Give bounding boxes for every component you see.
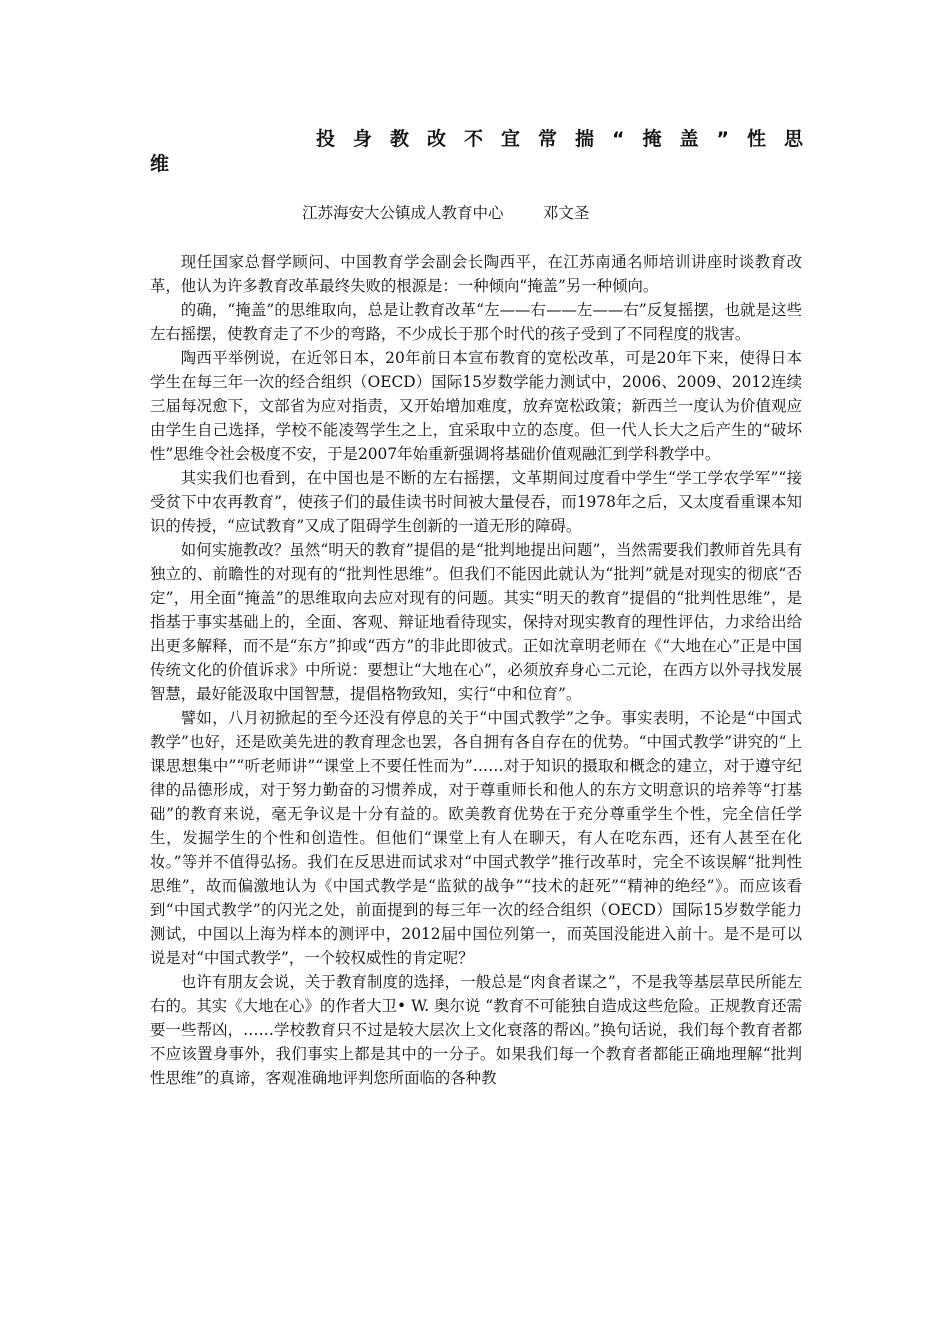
paragraph: 其实我们也看到，在中国也是不断的左右摇摆，文革期间过度看中学生“学工学农学军”“接受贫下中农再教育”，使孩子们的最佳读书时间被大量侵吞，而1978年之后，又太度看重课本知识的传授，“应试教育”又成了阻碍学生创新的一道无形的障碍。 <box>150 469 802 535</box>
paragraph: 也许有朋友会说，关于教育制度的选择，一般总是“肉食者谋之”，不是我等基层草民所能左右的。其实《大地在心》的作者大卫• W. 奥尔说 “教育不可能独自造成这些危险。正规教育还需要一些帮凶，……学校教育只不过是较大层次上文化衰落的帮凶。”换句话说，我们每个教育者都不应该置身事外，我们事实上都是其中的一分子。如果我们每一个教育者都能正确地理解“批判性思维”的真谛，客观准确地评判您所面临的各种教 <box>150 973 802 1087</box>
paragraph: 陶西平举例说，在近邻日本，20年前日本宣布教育的宽松改革，可是20年下来，使得日本学生在每三年一次的经合组织（OECD）国际15岁数学能力测试中，2006、2009、2012连续三届每况愈下，文部省为应对指责，又开始增加难度，放弃宽松政策；新西兰一度认为价值观应由学生自己选择，学校不能凌驾学生之上，宜采取中立的态度。但一代人长大之后产生的“破坏性”思维令社会极度不安，于是2007年始重新强调将基础价值观融汇到学科教学中。 <box>150 349 802 463</box>
document-title-continuation: 维 <box>150 153 170 175</box>
paragraph: 譬如，八月初掀起的至今还没有停息的关于“中国式教学”之争。事实表明，不论是“中国式教学”也好，还是欧美先进的教育理念也罢，各自拥有各自存在的优势。“中国式教学”讲究的“上课思想集中”“听老师讲”“课堂上不要任性而为”……对于知识的摄取和概念的建立，对于遵守纪律的品德形成，对于努力勤奋的习惯养成，对于尊重师长和他人的东方文明意识的培养等“打基础”的教育来说，毫无争议是十分有益的。欧美教育优势在于充分尊重学生个性，完全信任学生，发掘学生的个性和创造性。但他们“课堂上有人在聊天，有人在吃东西，还有人甚至在化妆。”等并不值得弘扬。我们在反思进而试求对“中国式教学”推行改革时，完全不该误解“批判性思维”，故而偏激地认为《中国式教学是“监狱的战争”“技术的赶死”“精神的绝经”》。而应该看到“中国式教学”的闪光之处，前面提到的每三年一次的经合组织（OECD）国际15岁数学能力测试，中国以上海为样本的测评中，2012届中国位列第一，而英国没能进入前十。是不是可以说是对“中国式教学”，一个较权威性的肯定呢？ <box>150 709 802 967</box>
document-title: 投身教改不宜常揣“掩盖”性思 <box>316 128 821 150</box>
paragraph: 如何实施教改？虽然“明天的教育”提倡的是“批判地提出问题”，当然需要我们教师首先具有独立的、前瞻性的对现有的“批判性思维”。但我们不能因此就认为“批判”就是对现实的彻底“否定”，用全面“掩盖”的思维取向去应对现有的问题。其实“明天的教育”提倡的“批判性思维”，是指基于事实基础上的，全面、客观、辩证地看待现实，保持对现实教育的理性评估，力求给出给出更多解释，而不是“东方”抑或“西方”的非此即彼式。正如沈章明老师在《“大地在心”正是中国传统文化的价值诉求》中所说：要想让“大地在心”，必须放弃身心二元论，在西方以外寻找发展智慧，最好能汲取中国智慧，提倡格物致知，实行“中和位育”。 <box>150 541 802 703</box>
paragraph: 的确，“掩盖”的思维取向，总是让教育改革“左——右——左——右”反复摇摆，也就是这些左右摇摆，使教育走了不少的弯路，不少成长于那个时代的孩子受到了不同程度的戕害。 <box>150 301 802 343</box>
document-body <box>150 250 802 1090</box>
paragraph: 现任国家总督学顾问、中国教育学会副会长陶西平，在江苏南通名师培训讲座时谈教育改革，他认为许多教育改革最终失败的根源是：一种倾向“掩盖”另一种倾向。 <box>150 253 802 295</box>
author-byline: 江苏海安大公镇成人教育中心 邓文圣 <box>302 204 590 222</box>
